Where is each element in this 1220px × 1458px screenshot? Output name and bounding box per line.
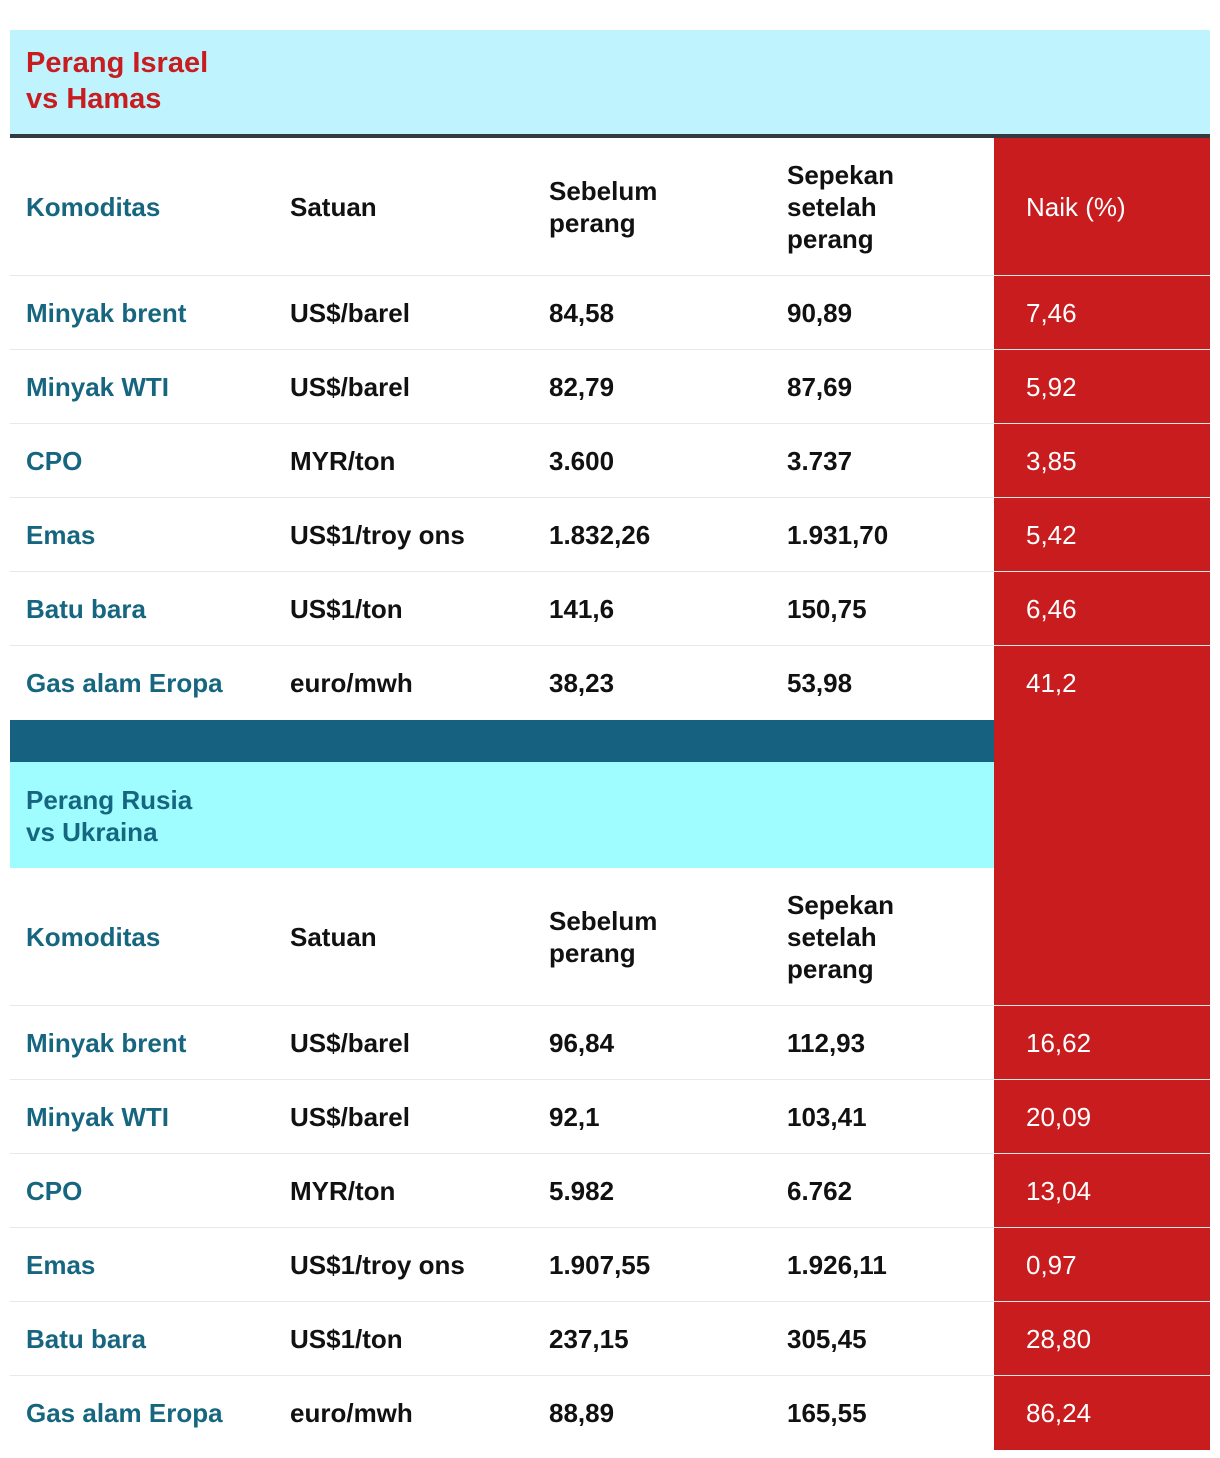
cell-komoditas-text: Batu bara [26, 593, 146, 624]
cell-satuan [290, 1376, 540, 1450]
cell-komoditas-text: CPO [26, 1175, 83, 1206]
cell-sepekan [787, 424, 987, 497]
cell-sebelum-text: 38,23 [549, 668, 615, 698]
cell-satuan [290, 276, 540, 349]
cell-naik [994, 350, 1210, 423]
cell-sebelum-text: 5.982 [549, 1175, 615, 1206]
header-sepekan [787, 138, 987, 275]
table-row [10, 424, 1210, 498]
cell-komoditas-text: Gas alam Eropa [26, 668, 223, 698]
section-rusia-ukraina [10, 868, 1210, 1450]
cell-komoditas [26, 1006, 286, 1079]
cell-komoditas [26, 1154, 286, 1227]
cell-naik [994, 1376, 1210, 1450]
cell-sepekan [787, 1376, 987, 1450]
table-row [10, 350, 1210, 424]
table-row [10, 1006, 1210, 1080]
cell-sebelum [549, 1154, 779, 1227]
cell-naik [994, 1154, 1210, 1227]
cell-sebelum [549, 646, 779, 720]
cell-sebelum [549, 1006, 779, 1079]
cell-sebelum-text: 84,58 [549, 297, 615, 328]
cell-sepekan [787, 572, 987, 645]
commodity-table [10, 30, 1210, 1450]
header-komoditas [26, 138, 286, 275]
cell-sepekan [787, 350, 987, 423]
cell-komoditas [26, 646, 286, 720]
cell-naik [994, 424, 1210, 497]
cell-naik [994, 1302, 1210, 1375]
header-sepekan [787, 868, 987, 1005]
naik-column-fill [994, 762, 1210, 868]
table-title: Perang Israel vs Hamas [26, 47, 209, 115]
header-satuan-text: Satuan [290, 191, 377, 222]
table-row [10, 572, 1210, 646]
header-komoditas [26, 868, 286, 1005]
cell-sepekan-text: 103,41 [787, 1101, 867, 1132]
cell-komoditas [26, 1302, 286, 1375]
cell-sepekan-text: 53,98 [787, 668, 853, 698]
table-row [10, 276, 1210, 350]
cell-komoditas [26, 498, 286, 571]
cell-sebelum-text: 82,79 [549, 371, 615, 402]
separator-bar [10, 720, 994, 762]
header-sebelum-text: Sebelum perang [549, 175, 658, 238]
cell-komoditas-text: Minyak WTI [26, 1101, 170, 1132]
cell-sebelum [549, 572, 779, 645]
header-satuan [290, 138, 540, 275]
section-band-rusia-ukraina [10, 762, 1210, 868]
cell-satuan [290, 1228, 540, 1301]
section-separator [10, 720, 1210, 762]
cell-sebelum-text: 1.907,55 [549, 1249, 651, 1280]
cell-naik-text: 16,62 [1026, 1027, 1092, 1058]
cell-sebelum-text: 3.600 [549, 445, 615, 476]
cell-satuan-text: US$1/ton [290, 593, 403, 624]
cell-komoditas-text: Emas [26, 519, 96, 550]
cell-naik [994, 646, 1210, 720]
cell-naik-text: 3,85 [1026, 445, 1077, 476]
cell-sepekan [787, 276, 987, 349]
cell-sepekan-text: 87,69 [787, 371, 853, 402]
table-row [10, 1154, 1210, 1228]
cell-komoditas [26, 350, 286, 423]
cell-satuan-text: euro/mwh [290, 668, 413, 698]
cell-satuan-text: US$1/troy ons [290, 519, 465, 550]
naik-column-fill [994, 720, 1210, 762]
table-row [10, 1302, 1210, 1376]
cell-satuan-text: MYR/ton [290, 445, 396, 476]
cell-sepekan-text: 150,75 [787, 593, 867, 624]
header-sepekan-text: Sepekan setelah perang [787, 889, 894, 984]
cell-sepekan-text: 1.926,11 [787, 1249, 887, 1280]
cell-naik [994, 1080, 1210, 1153]
cell-sebelum [549, 1228, 779, 1301]
cell-naik-text: 13,04 [1026, 1175, 1092, 1206]
cell-satuan [290, 350, 540, 423]
cell-komoditas-text: Emas [26, 1249, 96, 1280]
naik-column-fill [994, 868, 1210, 1005]
header-komoditas-text: Komoditas [26, 191, 161, 222]
cell-naik [994, 498, 1210, 571]
cell-sepekan [787, 1154, 987, 1227]
cell-satuan-text: US$1/ton [290, 1323, 403, 1354]
cell-naik-text: 0,97 [1026, 1249, 1077, 1280]
cell-sebelum [549, 424, 779, 497]
cell-satuan-text: US$/barel [290, 1101, 410, 1132]
title-band [10, 30, 1210, 138]
header-naik-text: Naik (%) [1026, 191, 1126, 222]
header-row [10, 868, 1210, 1006]
cell-naik-text: 28,80 [1026, 1323, 1092, 1354]
cell-naik-text: 5,42 [1026, 519, 1077, 550]
cell-sepekan-text: 3.737 [787, 445, 853, 476]
cell-komoditas [26, 1080, 286, 1153]
cell-sebelum-text: 141,6 [549, 593, 615, 624]
cell-satuan-text: euro/mwh [290, 1398, 413, 1428]
cell-satuan-text: US$/barel [290, 1027, 410, 1058]
cell-sepekan-text: 6.762 [787, 1175, 853, 1206]
cell-komoditas [26, 1228, 286, 1301]
header-row [10, 138, 1210, 276]
header-satuan-text: Satuan [290, 921, 377, 952]
cell-sebelum-text: 96,84 [549, 1027, 615, 1058]
cell-satuan [290, 572, 540, 645]
cell-sebelum-text: 88,89 [549, 1398, 615, 1428]
cell-komoditas [26, 572, 286, 645]
cell-naik-text: 6,46 [1026, 593, 1077, 624]
cell-komoditas-text: Minyak brent [26, 297, 187, 328]
header-naik [994, 138, 1210, 275]
cell-sebelum [549, 276, 779, 349]
cell-sepekan-text: 90,89 [787, 297, 853, 328]
cell-naik [994, 1006, 1210, 1079]
cell-sebelum [549, 498, 779, 571]
cell-komoditas [26, 276, 286, 349]
cell-komoditas [26, 1376, 286, 1450]
header-satuan [290, 868, 540, 1005]
header-sebelum [549, 138, 779, 275]
cell-komoditas-text: Gas alam Eropa [26, 1398, 223, 1428]
cell-naik-text: 5,92 [1026, 371, 1077, 402]
cell-satuan [290, 1006, 540, 1079]
cell-komoditas-text: CPO [26, 445, 83, 476]
cell-satuan-text: US$1/troy ons [290, 1249, 465, 1280]
table-row [10, 646, 1210, 720]
cell-satuan [290, 1302, 540, 1375]
header-sebelum [549, 868, 779, 1005]
cell-komoditas-text: Minyak WTI [26, 371, 170, 402]
cell-sepekan-text: 165,55 [787, 1398, 867, 1428]
cell-satuan-text: US$/barel [290, 371, 410, 402]
cell-sebelum [549, 1376, 779, 1450]
cell-sepekan-text: 1.931,70 [787, 519, 889, 550]
cell-sebelum [549, 1302, 779, 1375]
cell-sebelum-text: 237,15 [549, 1323, 629, 1354]
cell-satuan-text: US$/barel [290, 297, 410, 328]
cell-satuan [290, 498, 540, 571]
cell-sepekan [787, 1228, 987, 1301]
cell-sepekan-text: 112,93 [787, 1027, 866, 1058]
cell-naik-text: 41,2 [1026, 668, 1077, 698]
cell-satuan [290, 424, 540, 497]
cell-satuan-text: MYR/ton [290, 1175, 396, 1206]
header-sepekan-text: Sepekan setelah perang [787, 159, 894, 254]
cell-naik-text: 86,24 [1026, 1398, 1092, 1428]
cell-sebelum-text: 1.832,26 [549, 519, 651, 550]
cell-naik-text: 7,46 [1026, 297, 1077, 328]
cell-satuan [290, 646, 540, 720]
header-sebelum-text: Sebelum perang [549, 905, 658, 968]
section-israel-hamas [10, 138, 1210, 720]
cell-sepekan [787, 498, 987, 571]
header-komoditas-text: Komoditas [26, 921, 161, 952]
cell-satuan [290, 1154, 540, 1227]
cell-komoditas [26, 424, 286, 497]
cell-naik [994, 276, 1210, 349]
cell-sepekan [787, 1302, 987, 1375]
cell-naik [994, 572, 1210, 645]
cell-sepekan-text: 305,45 [787, 1323, 867, 1354]
table-row [10, 1376, 1210, 1450]
cell-naik-text: 20,09 [1026, 1101, 1092, 1132]
table-row [10, 1228, 1210, 1302]
cell-satuan [290, 1080, 540, 1153]
cell-sepekan [787, 1006, 987, 1079]
cell-sebelum-text: 92,1 [549, 1101, 600, 1132]
cell-sepekan [787, 1080, 987, 1153]
section-title-rusia-ukraina: Perang Rusia vs Ukraina [26, 785, 193, 847]
cell-komoditas-text: Minyak brent [26, 1027, 187, 1058]
table-row [10, 498, 1210, 572]
cell-sebelum [549, 350, 779, 423]
cell-sepekan [787, 646, 987, 720]
cell-sebelum [549, 1080, 779, 1153]
cell-komoditas-text: Batu bara [26, 1323, 146, 1354]
cell-naik [994, 1228, 1210, 1301]
table-row [10, 1080, 1210, 1154]
